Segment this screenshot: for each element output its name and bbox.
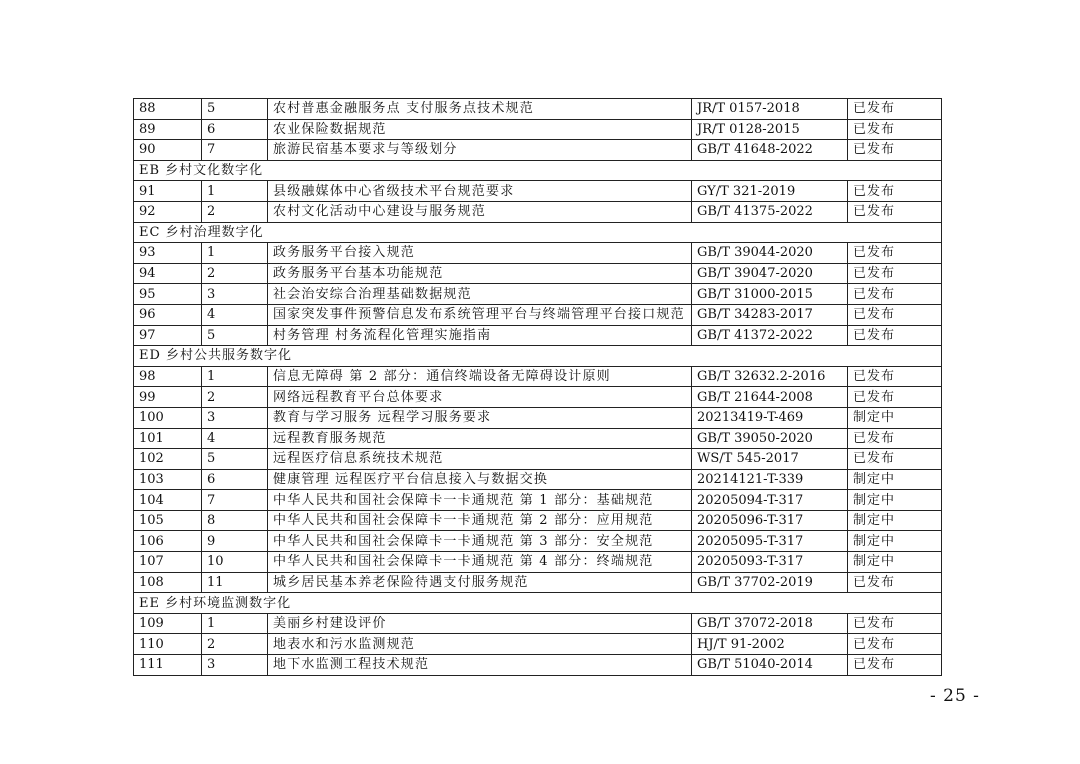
sub-number-cell: 2 [202, 263, 268, 284]
row-number-cell: 96 [134, 304, 202, 325]
row-number-cell: 94 [134, 263, 202, 284]
status-cell: 已发布 [848, 201, 942, 222]
standard-code-cell: GB/T 41372-2022 [692, 325, 848, 346]
status-cell: 制定中 [848, 490, 942, 511]
sub-number-cell: 1 [202, 366, 268, 387]
row-number-cell: 100 [134, 407, 202, 428]
table-row [134, 572, 942, 593]
section-title: EB 乡村文化数字化 [134, 160, 942, 181]
sub-number-cell: 4 [202, 304, 268, 325]
standard-name-cell: 国家突发事件预警信息发布系统管理平台与终端管理平台接口规范 [268, 304, 692, 325]
standard-code-cell: GB/T 31000-2015 [692, 284, 848, 305]
standard-name-cell: 农村文化活动中心建设与服务规范 [268, 201, 692, 222]
standard-name-cell: 地下水监测工程技术规范 [268, 655, 692, 676]
standards-table [133, 98, 942, 676]
section-title: EE 乡村环境监测数字化 [134, 593, 942, 614]
section-title: ED 乡村公共服务数字化 [134, 346, 942, 367]
status-cell: 已发布 [848, 387, 942, 408]
row-number-cell: 107 [134, 552, 202, 573]
sub-number-cell: 1 [202, 181, 268, 202]
status-cell: 已发布 [848, 99, 942, 120]
status-cell: 已发布 [848, 140, 942, 161]
standard-code-cell: GB/T 37702-2019 [692, 572, 848, 593]
status-cell: 制定中 [848, 469, 942, 490]
table-row [134, 469, 942, 490]
row-number-cell: 103 [134, 469, 202, 490]
table-row [134, 140, 942, 161]
sub-number-cell: 2 [202, 387, 268, 408]
sub-number-cell: 6 [202, 469, 268, 490]
standard-code-cell: 20205096-T-317 [692, 510, 848, 531]
standard-code-cell: WS/T 545-2017 [692, 449, 848, 470]
standard-name-cell: 网络远程教育平台总体要求 [268, 387, 692, 408]
standard-code-cell: GB/T 41648-2022 [692, 140, 848, 161]
row-number-cell: 104 [134, 490, 202, 511]
sub-number-cell: 2 [202, 634, 268, 655]
status-cell: 已发布 [848, 428, 942, 449]
row-number-cell: 109 [134, 613, 202, 634]
status-cell: 制定中 [848, 510, 942, 531]
sub-number-cell: 3 [202, 655, 268, 676]
status-cell: 已发布 [848, 634, 942, 655]
sub-number-cell: 3 [202, 407, 268, 428]
row-number-cell: 111 [134, 655, 202, 676]
row-number-cell: 110 [134, 634, 202, 655]
status-cell: 制定中 [848, 407, 942, 428]
standard-name-cell: 政务服务平台接入规范 [268, 243, 692, 264]
table-row [134, 531, 942, 552]
status-cell: 已发布 [848, 181, 942, 202]
table-row [134, 428, 942, 449]
table-row [134, 119, 942, 140]
table-row [134, 634, 942, 655]
standard-code-cell: GB/T 34283-2017 [692, 304, 848, 325]
standard-code-cell: GB/T 21644-2008 [692, 387, 848, 408]
sub-number-cell: 1 [202, 243, 268, 264]
standard-code-cell: 20205093-T-317 [692, 552, 848, 573]
standard-code-cell: GB/T 39050-2020 [692, 428, 848, 449]
row-number-cell: 97 [134, 325, 202, 346]
status-cell: 已发布 [848, 284, 942, 305]
section-row [134, 160, 942, 181]
standard-name-cell: 旅游民宿基本要求与等级划分 [268, 140, 692, 161]
row-number-cell: 106 [134, 531, 202, 552]
standard-name-cell: 村务管理 村务流程化管理实施指南 [268, 325, 692, 346]
page-number: - 25 - [930, 686, 980, 706]
status-cell: 已发布 [848, 119, 942, 140]
row-number-cell: 95 [134, 284, 202, 305]
table-row [134, 613, 942, 634]
standard-name-cell: 远程医疗信息系统技术规范 [268, 449, 692, 470]
row-number-cell: 92 [134, 201, 202, 222]
standard-name-cell: 社会治安综合治理基础数据规范 [268, 284, 692, 305]
row-number-cell: 108 [134, 572, 202, 593]
row-number-cell: 101 [134, 428, 202, 449]
status-cell: 已发布 [848, 366, 942, 387]
table-row [134, 552, 942, 573]
standard-name-cell: 中华人民共和国社会保障卡一卡通规范 第 4 部分：终端规范 [268, 552, 692, 573]
sub-number-cell: 10 [202, 552, 268, 573]
status-cell: 已发布 [848, 243, 942, 264]
standard-name-cell: 城乡居民基本养老保险待遇支付服务规范 [268, 572, 692, 593]
standard-name-cell: 美丽乡村建设评价 [268, 613, 692, 634]
sub-number-cell: 3 [202, 284, 268, 305]
table-row [134, 387, 942, 408]
row-number-cell: 102 [134, 449, 202, 470]
standard-code-cell: 20214121-T-339 [692, 469, 848, 490]
standard-code-cell: GB/T 41375-2022 [692, 201, 848, 222]
standard-name-cell: 地表水和污水监测规范 [268, 634, 692, 655]
standard-name-cell: 健康管理 远程医疗平台信息接入与数据交换 [268, 469, 692, 490]
standard-code-cell: GB/T 39044-2020 [692, 243, 848, 264]
row-number-cell: 98 [134, 366, 202, 387]
standard-code-cell: GY/T 321-2019 [692, 181, 848, 202]
status-cell: 已发布 [848, 449, 942, 470]
table-row [134, 325, 942, 346]
table-row [134, 284, 942, 305]
status-cell: 已发布 [848, 325, 942, 346]
sub-number-cell: 4 [202, 428, 268, 449]
row-number-cell: 99 [134, 387, 202, 408]
section-row [134, 593, 942, 614]
section-row [134, 222, 942, 243]
standard-code-cell: GB/T 37072-2018 [692, 613, 848, 634]
table-row [134, 510, 942, 531]
row-number-cell: 89 [134, 119, 202, 140]
status-cell: 制定中 [848, 531, 942, 552]
table-row [134, 366, 942, 387]
standard-code-cell: JR/T 0157-2018 [692, 99, 848, 120]
standard-code-cell: 20205094-T-317 [692, 490, 848, 511]
standard-name-cell: 中华人民共和国社会保障卡一卡通规范 第 2 部分：应用规范 [268, 510, 692, 531]
standard-name-cell: 信息无障碍 第 2 部分：通信终端设备无障碍设计原则 [268, 366, 692, 387]
sub-number-cell: 9 [202, 531, 268, 552]
sub-number-cell: 8 [202, 510, 268, 531]
standard-name-cell: 中华人民共和国社会保障卡一卡通规范 第 3 部分：安全规范 [268, 531, 692, 552]
standard-name-cell: 政务服务平台基本功能规范 [268, 263, 692, 284]
row-number-cell: 93 [134, 243, 202, 264]
table-row [134, 181, 942, 202]
standard-name-cell: 农业保险数据规范 [268, 119, 692, 140]
status-cell: 已发布 [848, 263, 942, 284]
standard-code-cell: GB/T 39047-2020 [692, 263, 848, 284]
sub-number-cell: 1 [202, 613, 268, 634]
section-row [134, 346, 942, 367]
table-row [134, 304, 942, 325]
status-cell: 已发布 [848, 613, 942, 634]
standard-name-cell: 农村普惠金融服务点 支付服务点技术规范 [268, 99, 692, 120]
table-row [134, 655, 942, 676]
table-row [134, 99, 942, 120]
status-cell: 已发布 [848, 655, 942, 676]
sub-number-cell: 5 [202, 325, 268, 346]
row-number-cell: 91 [134, 181, 202, 202]
status-cell: 已发布 [848, 304, 942, 325]
table-row [134, 243, 942, 264]
standard-name-cell: 县级融媒体中心省级技术平台规范要求 [268, 181, 692, 202]
standards-table-body [134, 99, 942, 676]
row-number-cell: 105 [134, 510, 202, 531]
status-cell: 已发布 [848, 572, 942, 593]
standard-code-cell: 20213419-T-469 [692, 407, 848, 428]
table-row [134, 407, 942, 428]
sub-number-cell: 7 [202, 140, 268, 161]
table-row [134, 201, 942, 222]
sub-number-cell: 5 [202, 449, 268, 470]
table-row [134, 449, 942, 470]
standard-code-cell: GB/T 32632.2-2016 [692, 366, 848, 387]
table-row [134, 263, 942, 284]
table-row [134, 490, 942, 511]
sub-number-cell: 2 [202, 201, 268, 222]
standard-name-cell: 远程教育服务规范 [268, 428, 692, 449]
standard-code-cell: HJ/T 91-2002 [692, 634, 848, 655]
sub-number-cell: 6 [202, 119, 268, 140]
sub-number-cell: 5 [202, 99, 268, 120]
standard-code-cell: GB/T 51040-2014 [692, 655, 848, 676]
standard-name-cell: 教育与学习服务 远程学习服务要求 [268, 407, 692, 428]
row-number-cell: 90 [134, 140, 202, 161]
section-title: EC 乡村治理数字化 [134, 222, 942, 243]
sub-number-cell: 7 [202, 490, 268, 511]
standard-code-cell: 20205095-T-317 [692, 531, 848, 552]
sub-number-cell: 11 [202, 572, 268, 593]
status-cell: 制定中 [848, 552, 942, 573]
standard-name-cell: 中华人民共和国社会保障卡一卡通规范 第 1 部分：基础规范 [268, 490, 692, 511]
row-number-cell: 88 [134, 99, 202, 120]
standard-code-cell: JR/T 0128-2015 [692, 119, 848, 140]
